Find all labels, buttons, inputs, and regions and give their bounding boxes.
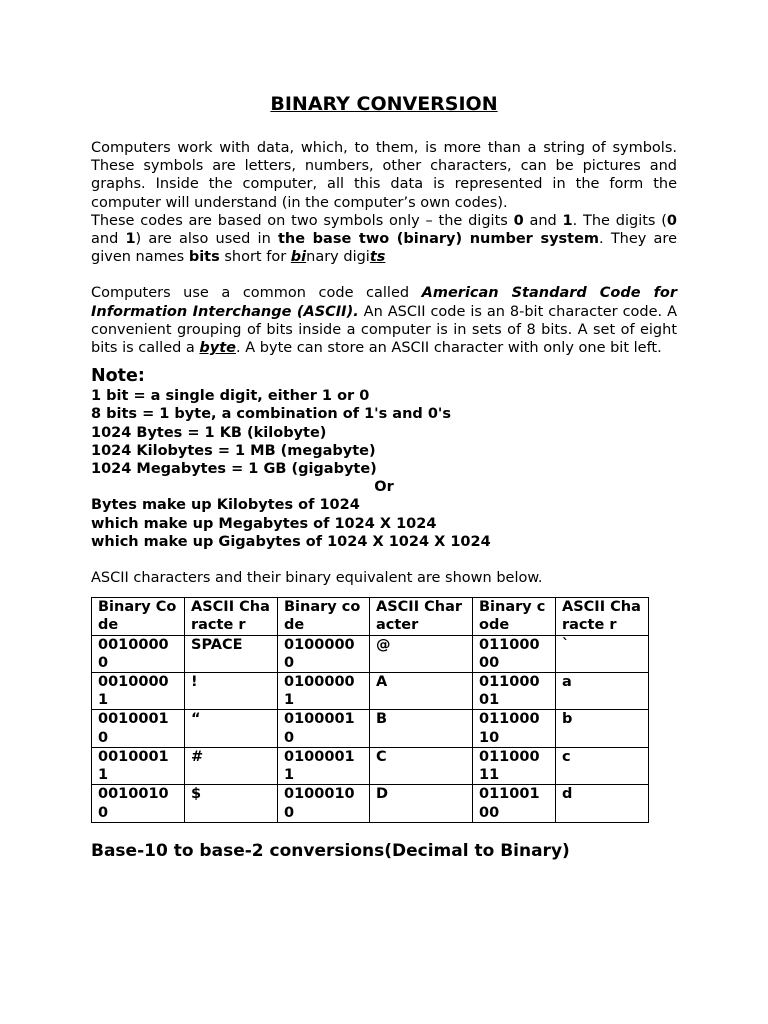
table-cell: 011001 00: [473, 785, 556, 822]
table-cell: 011000 00: [473, 635, 556, 672]
text-span: Computers use a common code called: [91, 285, 422, 302]
text-span: . The digits (: [572, 212, 667, 229]
intro-paragraph-1: [91, 139, 677, 212]
intro-text: Computers work with data, which, to them, is more than a string of symbols. These symbols are letters, numbers, other characters, can be pictures and graphs. Inside the computer, all this data is represented in the form the computer will understand (in the computer’s own codes).: [91, 140, 677, 211]
digit-zero: 0: [666, 212, 677, 229]
page-title: BINARY CONVERSION: [270, 93, 498, 115]
spacer: [91, 266, 677, 284]
table-cell: 0010000 1: [92, 673, 185, 710]
bi-fragment: bi: [290, 249, 307, 266]
ascii-table: [91, 597, 649, 822]
text-span: These codes are based on two symbols only – the digits: [91, 212, 514, 229]
table-cell: 011000 01: [473, 673, 556, 710]
header-cell: Binary code: [278, 598, 370, 635]
text-span: and: [91, 231, 126, 248]
table-row: [92, 785, 649, 822]
digit-zero: 0: [513, 212, 524, 229]
text-span: and: [523, 212, 563, 229]
table-cell: “: [185, 710, 278, 747]
table-cell: B: [370, 710, 473, 747]
table-cell: 0100000 1: [278, 673, 370, 710]
note-line: 1024 Megabytes = 1 GB (gigabyte): [91, 461, 377, 478]
note-line: Bytes make up Kilobytes of 1024: [91, 497, 360, 514]
note-heading: Note:: [91, 366, 145, 387]
note-line: 1024 Kilobytes = 1 MB (megabyte): [91, 442, 376, 459]
table-row: [92, 673, 649, 710]
table-cell: @: [370, 635, 473, 672]
header-cell: ASCII Character: [370, 598, 473, 635]
table-cell: `: [556, 635, 649, 672]
table-cell: 011000 10: [473, 710, 556, 747]
table-cell: SPACE: [185, 635, 278, 672]
table-cell: 0100001 0: [278, 710, 370, 747]
header-cell: Binary code: [473, 598, 556, 635]
table-cell: 011000 11: [473, 747, 556, 784]
text-span: ) are also used in: [135, 231, 278, 248]
spacer: [91, 551, 677, 569]
note-line: 8 bits = 1 byte, a combination of 1's and 0's: [91, 406, 451, 423]
table-row: [92, 635, 649, 672]
header-cell: ASCII Characte r: [556, 598, 649, 635]
ascii-intro: ASCII characters and their binary equivalent are shown below.: [91, 570, 543, 587]
table-row: [92, 747, 649, 784]
or-separator: Or: [374, 479, 394, 496]
table-cell: 0010001 1: [92, 747, 185, 784]
document-page: [91, 92, 677, 862]
table-cell: #: [185, 747, 278, 784]
text-span: short for: [219, 249, 291, 266]
binary-system-term: the base two (binary) number system: [277, 231, 600, 248]
note-line: which make up Gigabytes of 1024 X 1024 X 1024: [91, 533, 491, 550]
text-span: . A byte can store an ASCII character with only one bit left.: [236, 340, 662, 357]
note-line: 1 bit = a single digit, either 1 or 0: [91, 388, 370, 405]
table-cell: D: [370, 785, 473, 822]
table-cell: a: [556, 673, 649, 710]
ascii-full-name: American Standard Code for Information Interchange (ASCII).: [91, 285, 677, 320]
table-cell: A: [370, 673, 473, 710]
text-span: nary digi: [306, 249, 370, 266]
table-cell: 0010001 0: [92, 710, 185, 747]
table-cell: C: [370, 747, 473, 784]
table-cell: 0010010 0: [92, 785, 185, 822]
section-heading: Base-10 to base-2 conversions(Decimal to Binary): [91, 840, 570, 861]
text-span: . They are given names: [91, 231, 677, 266]
table-cell: 0100000 0: [278, 635, 370, 672]
table-cell: 0010000 0: [92, 635, 185, 672]
table-row: [92, 710, 649, 747]
table-cell: c: [556, 747, 649, 784]
table-cell: $: [185, 785, 278, 822]
ts-fragment: ts: [369, 249, 386, 266]
text-span: An ASCII code is an 8-bit character code. A convenient grouping of bits inside a computer is in sets of 8 bits. A set of eight bits is called a: [91, 303, 678, 357]
note-line: which make up Megabytes of 1024 X 1024: [91, 515, 437, 532]
byte-term: byte: [199, 340, 237, 357]
table-cell: d: [556, 785, 649, 822]
header-cell: Binary Code: [92, 598, 185, 635]
digit-one: 1: [562, 212, 573, 229]
table-header-row: [92, 598, 649, 635]
note-line: 1024 Bytes = 1 KB (kilobyte): [91, 424, 327, 441]
table-cell: 0100010 0: [278, 785, 370, 822]
table-cell: !: [185, 673, 278, 710]
table-cell: b: [556, 710, 649, 747]
table-cell: 0100001 1: [278, 747, 370, 784]
ascii-paragraph: [91, 284, 677, 357]
header-cell: ASCII Characte r: [185, 598, 278, 635]
intro-paragraph-2: [91, 212, 677, 267]
digit-one: 1: [125, 231, 136, 248]
bits-term: bits: [188, 249, 220, 266]
